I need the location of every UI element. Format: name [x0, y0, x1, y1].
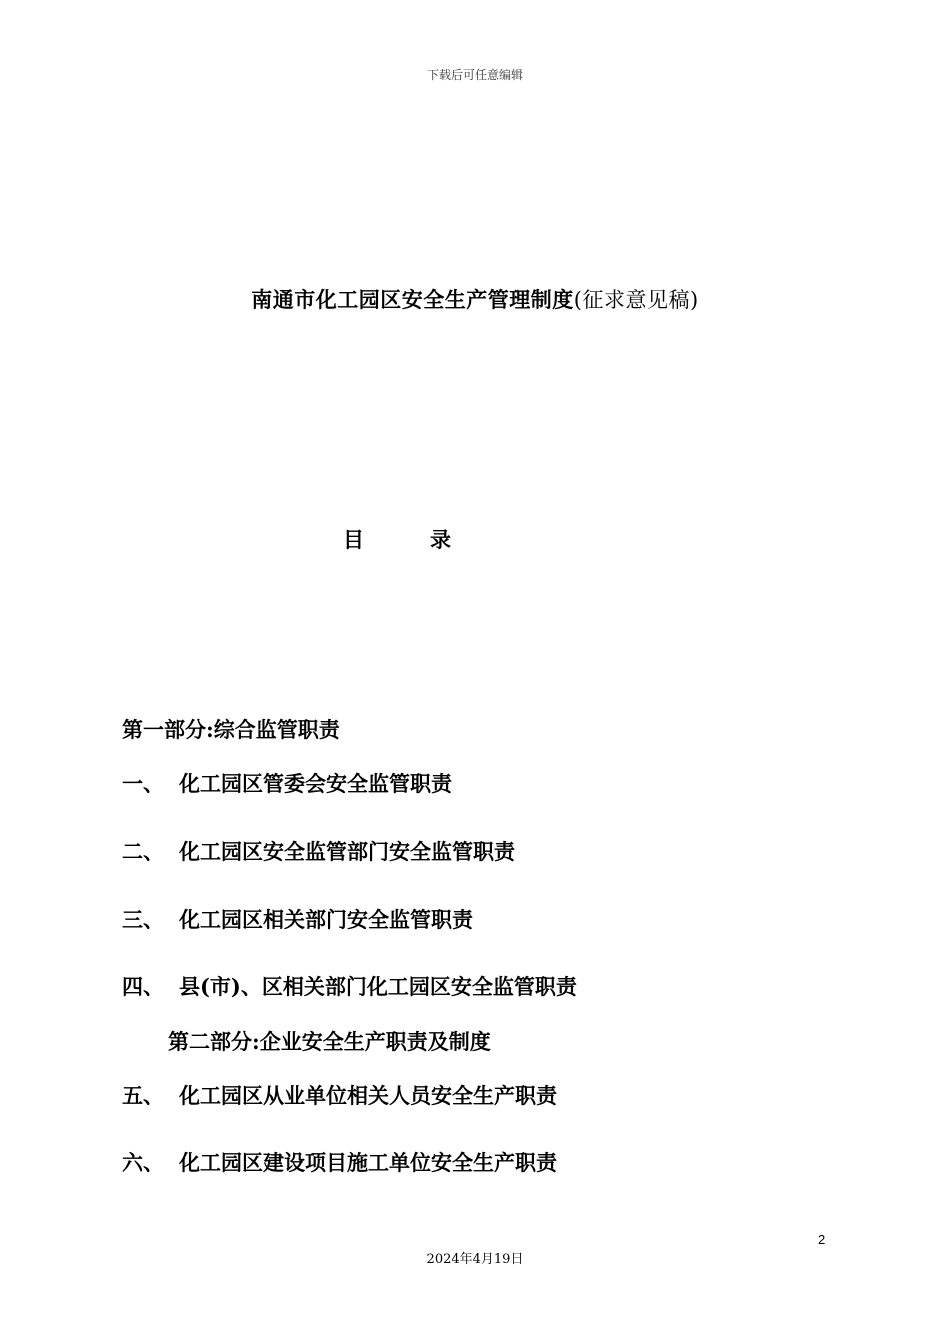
document-title — [0, 284, 950, 314]
toc-item-text: 化工园区相关部门安全监管职责 — [179, 907, 473, 932]
toc-item — [122, 1080, 557, 1110]
footer-date: 2024年4月19日 — [426, 1252, 524, 1267]
title-subtitle: (征求意见稿) — [573, 288, 699, 312]
toc-item-number: 六、 — [122, 1150, 164, 1175]
toc-part-2: 第二部分:企业安全生产职责及制度 — [168, 1029, 491, 1054]
toc-item — [122, 836, 515, 866]
header-note: 下载后可任意编辑 — [426, 68, 523, 82]
toc-part-1: 第一部分:综合监管职责 — [122, 717, 340, 742]
toc-item-number: 五、 — [122, 1083, 164, 1108]
toc-item-number: 一、 — [122, 771, 164, 796]
toc-item — [122, 904, 473, 934]
toc-item-number: 四、 — [122, 974, 164, 999]
toc-item-text: 化工园区安全监管部门安全监管职责 — [179, 839, 515, 864]
page-number: 2 — [818, 1232, 826, 1247]
toc-heading-left: 目 — [343, 527, 364, 552]
toc-item-number: 二、 — [122, 839, 164, 864]
toc-item-text: 化工园区建设项目施工单位安全生产职责 — [179, 1150, 557, 1175]
toc-heading — [343, 524, 451, 554]
toc-item — [122, 768, 452, 798]
toc-item — [122, 971, 577, 1001]
title-text: 南通市化工园区安全生产管理制度 — [251, 287, 574, 312]
toc-item-text: 化工园区从业单位相关人员安全生产职责 — [179, 1083, 557, 1108]
toc-item-text: 化工园区管委会安全监管职责 — [179, 771, 452, 796]
toc-item-number: 三、 — [122, 907, 164, 932]
toc-item-text: 县(市)、区相关部门化工园区安全监管职责 — [179, 974, 577, 999]
toc-heading-right: 录 — [430, 527, 451, 552]
toc-item — [122, 1147, 557, 1177]
